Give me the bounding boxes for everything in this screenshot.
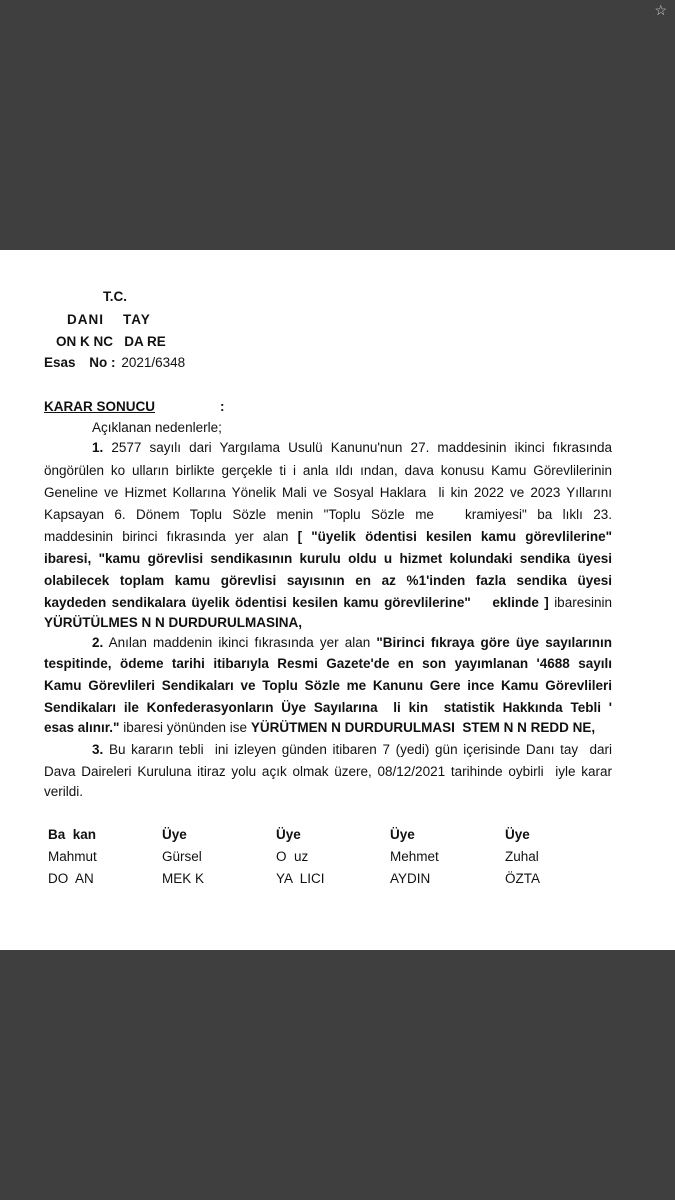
signature-first-name: Gürsel <box>162 849 202 864</box>
p1-line-5 <box>44 529 612 544</box>
p1-line-7: olabilecek toplam kamu görevlisi sayısının en az %1'inden fazla sendika üyesi <box>44 573 612 588</box>
esas-label: Esas <box>44 355 76 370</box>
decision-heading-line <box>44 398 225 416</box>
p3-text-1: Bu kararın tebli ini izleyen günden itibaren 7 (yedi) gün içerisinde Danı tay dari <box>108 742 612 757</box>
signature-last-name: YA LICI <box>276 871 325 886</box>
decision-intro: Açıklanan nedenlerle; <box>92 420 222 435</box>
no-label: No : <box>89 355 116 370</box>
document-page <box>0 250 675 950</box>
signature-5 <box>505 826 540 888</box>
p2-line-1 <box>92 635 612 650</box>
p2-line-2: tespitinde, ödeme tarihi itibarıyla Resmi Gazete'de en son yayımlanan '4688 sayılı <box>44 656 612 671</box>
header-court: DANI TAY <box>67 312 151 327</box>
p2-line-3: Kamu Görevlileri Sendikaları ve Toplu Sözle me Kanunu Gere ince Kamu Görevlileri <box>44 678 612 693</box>
p2-text-5c: YÜRÜTMEN N DURDURULMASI STEM N N REDD NE, <box>250 720 596 735</box>
p1-line-9: YÜRÜTÜLMES N N DURDURULMASINA, <box>44 615 302 630</box>
p3-line-3: verildi. <box>44 784 84 799</box>
p1-text-5b: [ "üyelik ödentisi kesilen kamu görevlilerine" <box>297 529 612 544</box>
signature-last-name: MEK K <box>162 871 205 886</box>
signature-role: Üye <box>505 827 530 842</box>
p3-line-2: Dava Daireleri Kuruluna itiraz yolu açık olmak üzere, 08/12/2021 tarihinde oybirli iyle karar <box>44 764 612 779</box>
signature-first-name: Mahmut <box>48 849 97 864</box>
p1-line-2: öngörülen ko ulların birlikte gerçekle ti i anla ıldı ından, dava konusu Kamu Görevlilerinin <box>44 463 612 478</box>
signature-4 <box>390 826 439 888</box>
signature-first-name: Mehmet <box>390 849 439 864</box>
p2-text-1a: Anılan maddenin ikinci fıkrasında yer alan <box>108 635 371 650</box>
signature-1 <box>48 826 97 888</box>
signature-role: Üye <box>276 827 301 842</box>
p1-text-1: 2577 sayılı dari Yargılama Usulü Kanunu'nun 27. maddesinin ikinci fıkrasında <box>111 440 612 455</box>
p2-text-1b: "Birinci fıkraya göre üye sayılarının <box>376 635 612 650</box>
p1-text-5a: maddesinin birinci fıkrasında yer alan <box>44 529 289 544</box>
p2-number: 2. <box>92 635 104 650</box>
p2-text-5b: ibaresi yönünden ise <box>123 720 248 735</box>
p1-line-4: Kapsayan 6. Dönem Toplu Sözle menin "Toplu Sözle me kramiyesi" ba lıklı 23. <box>44 507 612 522</box>
p1-line-1 <box>92 440 612 455</box>
p1-line-6: ibaresi, "kamu görevlisi sendikasının kurulu oldu u hizmet kolundaki sendika üyesi <box>44 551 612 566</box>
esas-number: 2021/6348 <box>121 355 186 370</box>
signature-last-name: DO AN <box>48 871 94 886</box>
p2-text-5a: esas alınır." <box>44 720 120 735</box>
decision-heading-colon: : <box>220 399 225 414</box>
p1-text-8b: ibaresinin <box>554 595 612 610</box>
header-tc: T.C. <box>103 289 128 304</box>
signature-role: Ba kan <box>48 827 97 842</box>
p1-line-3: Geneline ve Hizmet Kollarına Yönelik Mali ve Sosyal Haklara li kin 2022 ve 2023 Yıllarını <box>44 485 612 500</box>
signature-first-name: O uz <box>276 849 309 864</box>
signature-2 <box>162 826 204 888</box>
decision-heading: KARAR SONUCU <box>44 399 155 414</box>
esas-line <box>44 354 185 372</box>
signature-3 <box>276 826 325 888</box>
header-chamber: ON K NC DA RE <box>56 334 166 349</box>
p2-line-4: Sendikaları ile Konfederasyonların Üye Sayılarına li kin statistik Hakkında Tebli ' <box>44 700 612 715</box>
signature-first-name: Zuhal <box>505 849 539 864</box>
p1-line-8 <box>44 595 612 610</box>
p1-number: 1. <box>92 440 104 455</box>
p1-text-8a: kaydeden sendikalara üyelik ödentisi kesilen kamu görevlilerine" eklinde ] <box>44 595 549 610</box>
signature-last-name: ÖZTA <box>505 871 540 886</box>
signature-role: Üye <box>390 827 415 842</box>
p2-line-5 <box>44 719 595 737</box>
signature-role: Üye <box>162 827 187 842</box>
p3-line-1 <box>92 742 612 757</box>
signature-last-name: AYDIN <box>390 871 431 886</box>
star-icon[interactable]: ☆ <box>654 2 667 18</box>
p3-number: 3. <box>92 742 104 757</box>
